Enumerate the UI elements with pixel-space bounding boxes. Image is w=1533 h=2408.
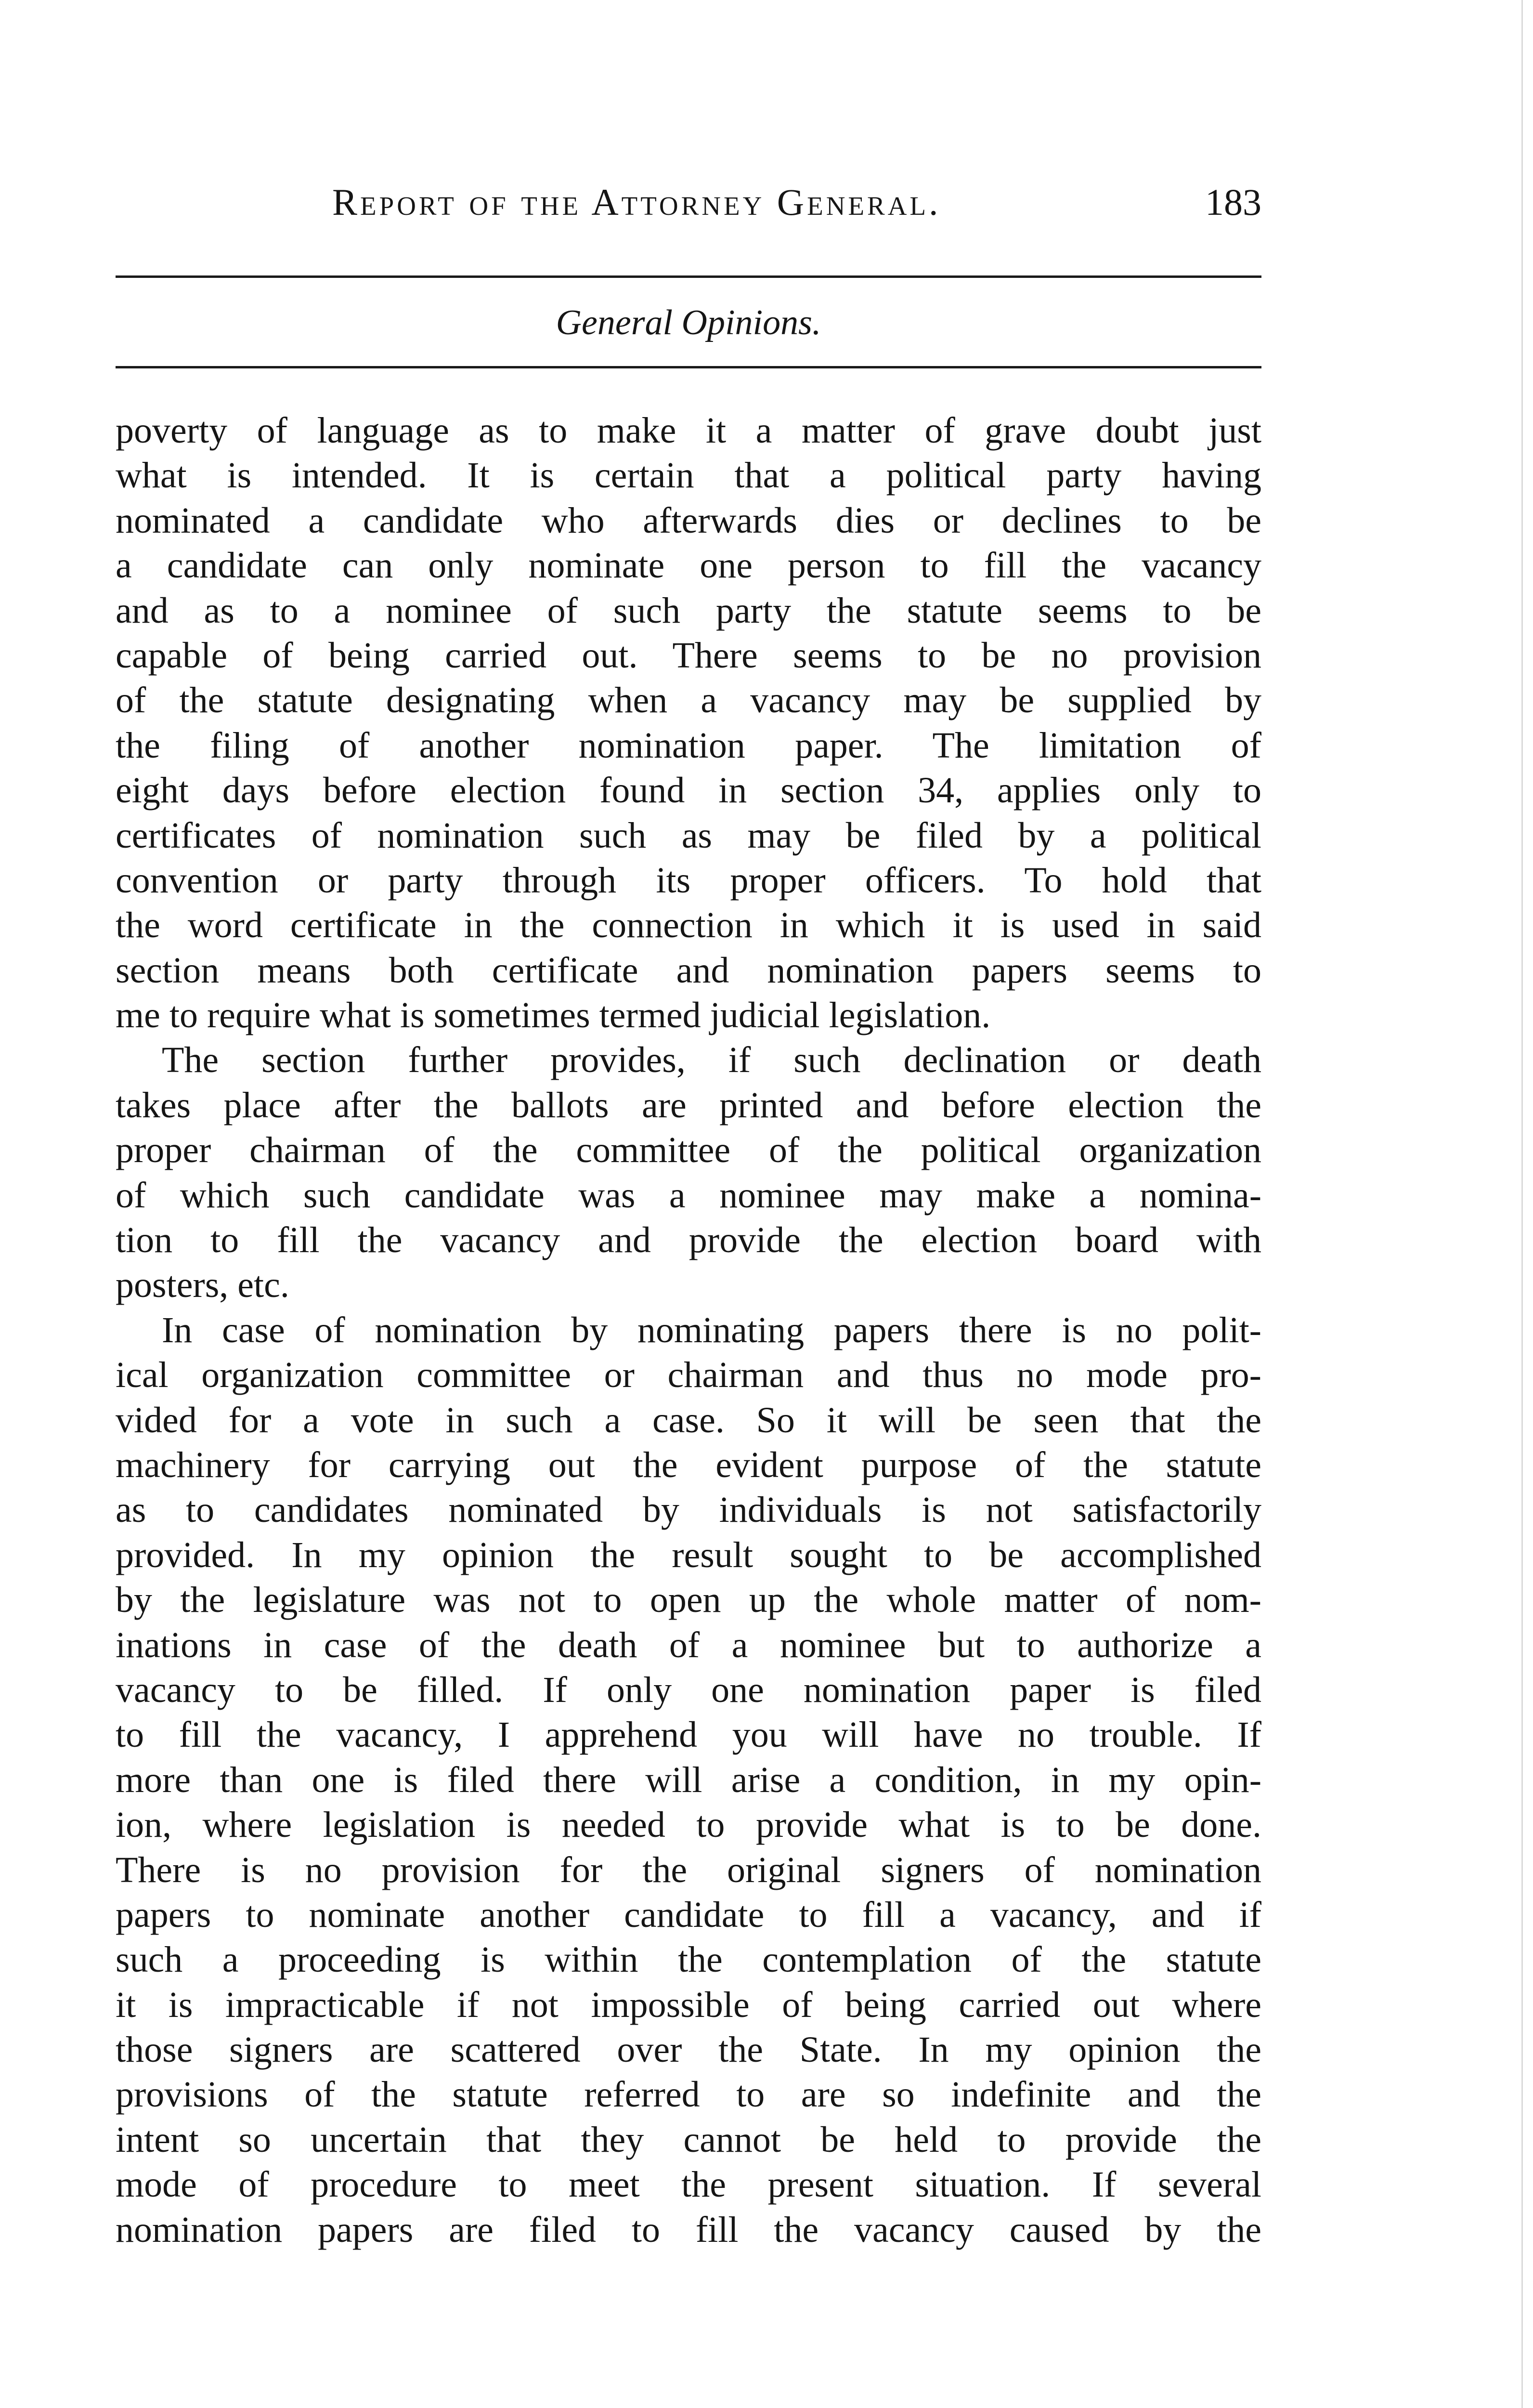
- text-line: vacancy to be filled. If only one nomination paper is filed: [116, 1669, 1261, 1710]
- text-line: by the legislature was not to open up the whole matter of nom-: [116, 1580, 1261, 1621]
- text-line: more than one is filed there will arise a condition, in my opin-: [116, 1759, 1261, 1800]
- text-line: the filing of another nomination paper. The limitation of: [116, 725, 1261, 766]
- paragraph: [116, 408, 1261, 1038]
- section-heading: General Opinions.: [556, 303, 821, 342]
- text-line: papers to nominate another candidate to fill a vacancy, and if: [116, 1894, 1261, 1935]
- text-line: a candidate can only nominate one person to fill the vacancy: [116, 545, 1261, 586]
- text-line: to fill the vacancy, I apprehend you will have no trouble. If: [116, 1714, 1261, 1755]
- text-line: of which such candidate was a nominee may make a nomina-: [116, 1175, 1261, 1216]
- text-line: me to require what is sometimes termed judicial legislation.: [116, 995, 991, 1036]
- text-line: intent so uncertain that they cannot be held to provide the: [116, 2119, 1261, 2160]
- text-line: takes place after the ballots are printed and before election the: [116, 1085, 1261, 1125]
- text-line: provisions of the statute referred to are so indefinite and the: [116, 2074, 1261, 2115]
- text-line: the word certificate in the connection in which it is used in said: [116, 905, 1261, 946]
- text-line: machinery for carrying out the evident purpose of the statute: [116, 1444, 1261, 1485]
- text-line: and as to a nominee of such party the statute seems to be: [116, 590, 1261, 631]
- text-line: posters, etc.: [116, 1265, 289, 1306]
- text-line: convention or party through its proper officers. To hold that: [116, 860, 1261, 901]
- text-line: capable of being carried out. There seems to be no provision: [116, 635, 1261, 676]
- text-line: inations in case of the death of a nominee but to authorize a: [116, 1624, 1261, 1665]
- text-line: provided. In my opinion the result sought to be accomplished: [116, 1534, 1261, 1575]
- text-line: nominated a candidate who afterwards dies or declines to be: [116, 500, 1261, 541]
- text-line: proper chairman of the committee of the political organization: [116, 1130, 1261, 1171]
- text-line: section means both certificate and nomination papers seems to: [116, 950, 1261, 991]
- text-line: ion, where legislation is needed to provide what is to be done.: [116, 1805, 1261, 1845]
- paragraph: [116, 1308, 1261, 2252]
- text-line: those signers are scattered over the State. In my opinion the: [116, 2029, 1261, 2070]
- text-line: The section further provides, if such declination or death: [162, 1040, 1261, 1081]
- text-line: In case of nomination by nominating papers there is no polit-: [162, 1309, 1261, 1350]
- text-line: of the statute designating when a vacancy may be supplied by: [116, 680, 1261, 721]
- text-line: it is impracticable if not impossible of being carried out where: [116, 1984, 1261, 2025]
- paragraph: [116, 1038, 1261, 1308]
- text-line: tion to fill the vacancy and provide the election board with: [116, 1220, 1261, 1261]
- text-line: eight days before election found in section 34, applies only to: [116, 770, 1261, 811]
- header-rule-bottom: [116, 366, 1261, 368]
- page-edge: [1521, 0, 1523, 2408]
- running-title: Report of the Attorney General.: [332, 181, 941, 223]
- text-line: mode of procedure to meet the present situation. If several: [116, 2164, 1261, 2205]
- running-head: [116, 173, 1261, 231]
- text-line: vided for a vote in such a case. So it will be seen that the: [116, 1400, 1261, 1440]
- body-text: [116, 408, 1261, 2252]
- text-line: There is no provision for the original signers of nomination: [116, 1849, 1261, 1890]
- page-number: 183: [1205, 181, 1261, 223]
- text-line: what is intended. It is certain that a political party having: [116, 455, 1261, 496]
- text-line: poverty of language as to make it a matter of grave doubt just: [116, 410, 1261, 451]
- header-rule-top: [116, 275, 1261, 278]
- text-line: ical organization committee or chairman and thus no mode pro-: [116, 1355, 1261, 1396]
- text-line: certificates of nomination such as may be filed by a political: [116, 815, 1261, 856]
- text-line: nomination papers are filed to fill the vacancy caused by the: [116, 2209, 1261, 2250]
- text-line: such a proceeding is within the contemplation of the statute: [116, 1939, 1261, 1980]
- text-line: as to candidates nominated by individuals is not satisfactorily: [116, 1490, 1261, 1531]
